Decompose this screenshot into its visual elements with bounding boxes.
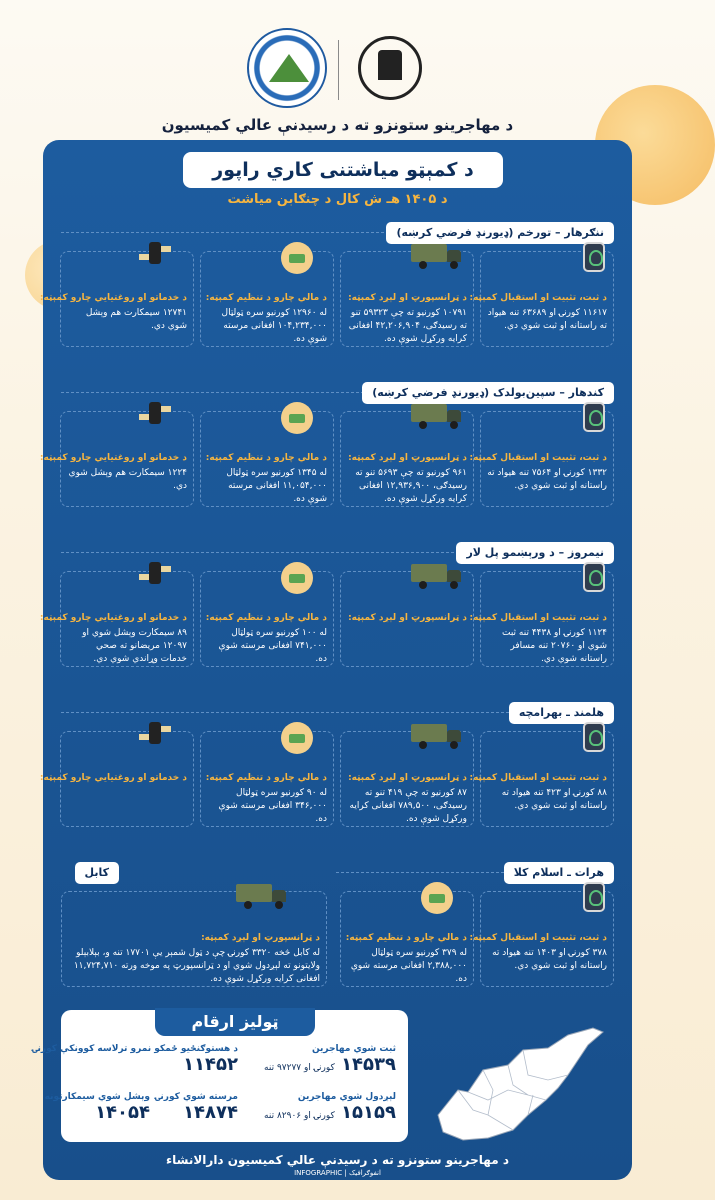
registration-card (469, 891, 614, 987)
fingerprint-icon (583, 562, 605, 592)
card-label: د مالي چارو د تنظیم کمېټه: (205, 453, 327, 463)
card-text: ۸۸ کورنۍ او ۴۲۳ تنه هیواد ته راستانه او ثبت شوي دي. (501, 788, 607, 811)
money-icon (281, 562, 313, 594)
footer-text: د مهاجرینو ستونزو ته د رسیدنې عالي کمیسیون دارالانشاء (166, 1153, 509, 1167)
transferred-total (246, 1092, 396, 1123)
header (0, 0, 675, 145)
card-text: ۱۲۷۴۱ سیمکارت هم وېشل شوي دي. (85, 308, 187, 331)
sim-card-icon (139, 562, 171, 590)
stat-value: ۱۱۴۵۲ (183, 1054, 238, 1075)
card-text: له ۱۰۰ کورنیو سره ټولټال ۷۴۱,۰۰۰ افغانی مرسته شوې ده. (218, 628, 327, 664)
card-text: له ۳۷۹ کورنیو سره ټولټال ۲,۳۸۸,۰۰۰ افغانی مرسته شوې ده. (350, 948, 467, 984)
card-text: ۹۶۱ کورنیو ته چې ۵۶۹۳ تنو ته رسیدګی، ۱۲,۹۳۶,۹۰۰ افغانی کرایه ورکړل شوې ده. (355, 468, 467, 504)
card-label: د ثبت، تثبیت او استقبال کمېټه: (469, 613, 607, 623)
services-card (39, 571, 194, 667)
fingerprint-icon (583, 722, 605, 752)
card-text: ۸۷ کورنیو ته چې ۴۱۹ تنو ته رسیدګی، ۷۸۹,۵۰۰ افغانی کرایه ورکړل شوې ده. (349, 788, 467, 824)
report-title: د کمېټو میاشتنی کاري راپور (183, 152, 503, 188)
stat-label: لېږدول شوي مهاجرین (297, 1092, 396, 1102)
region-section (39, 546, 614, 664)
fingerprint-icon (583, 242, 605, 272)
families-total (155, 1092, 238, 1123)
stat-label: ثبت شوي مهاجرین (311, 1044, 396, 1054)
region-section (39, 226, 614, 344)
card-text: ۱۰۷۹۱ کورنیو ته چې ۵۹۳۲۳ تنو ته رسیدګی، ۴۲,۲۰۶,۹۰۴ افغانی کرایه ورکړل شوې ده. (348, 308, 467, 344)
truck-icon (409, 562, 461, 590)
org-title: د مهاجرینو ستونزو ته د رسیدنې عالي کمیسیون (161, 116, 514, 134)
stat-label: مرسته شوي کورنۍ (155, 1092, 238, 1102)
region-label: هرات ـ اسلام کلا (504, 862, 614, 884)
card-text: ۱۳۳۲ کورنۍ او ۷۵۶۴ تنه هیواد ته راستانه او ثبت شوي دي. (487, 468, 607, 491)
card-label: د ثبت، تثبیت او استقبال کمېټه: (469, 293, 607, 303)
money-icon (421, 882, 453, 914)
card-text: ۸۹ سیمکارت وېشل شوي او ۱۲۰۹۷ مریضانو ته صحي خدمات وړاندي شوي دي. (82, 628, 187, 664)
money-icon (281, 242, 313, 274)
stat-value: ۱۴۵۳۹ (341, 1054, 396, 1075)
card-label: د ثبت، تثبیت او استقبال کمېټه: (469, 453, 607, 463)
card-text: ۱۲۲۴ سیمکارت هم وېشل شوي دي. (68, 468, 187, 491)
truck-icon (409, 402, 461, 430)
card-text: له ۱۲۹۶۰ کورنیو سره ټولټال ۱۰۴,۲۳۴,۰۰۰ افغانی مرسته شوې ده. (221, 308, 327, 344)
card-label: د مالي چارو د تنظیم کمېټه: (205, 613, 327, 623)
finance-card (340, 891, 474, 987)
transport-card (61, 891, 327, 987)
card-label: د ټرانسپورټ او لېږد کمېټه: (348, 613, 467, 623)
card-label: د مالي چارو د تنظیم کمېټه: (205, 773, 327, 783)
registration-card (469, 411, 614, 507)
card-label: د ټرانسپورټ او لېږد کمېټه: (348, 453, 467, 463)
emirate-emblem-logo (350, 28, 430, 108)
transport-card (340, 251, 474, 347)
card-label: د ټرانسپورټ او لېږد کمېټه: (348, 293, 467, 303)
region-label: نیمروز – د ورېښمو پل لار (456, 542, 614, 564)
finance-card (200, 411, 334, 507)
stat-value: ۱۴۰۵۴ (95, 1102, 150, 1123)
card-label: د خدماتو او روغتیایي چارو کمېټه: (39, 453, 187, 463)
truck-icon (234, 882, 286, 910)
services-card (39, 411, 194, 507)
card-label: د مالي چارو د تنظیم کمېټه: (205, 293, 327, 303)
report-panel (32, 140, 632, 1180)
region-label: کابل (75, 862, 119, 884)
region-section (39, 386, 614, 504)
transport-card (340, 731, 474, 827)
registration-card (469, 571, 614, 667)
card-text: له کابل څخه ۳۳۲۰ کورنۍ چې د ټول شمېر یې ۱۷۷۰۱ تنه و، بېلابېلو ولایتونو ته لېږدول شوي او د ټرانسپورټ په موخه ورته ۱۱,۷۲۴,۷۱۰ افغانی کرایه ورکړل شوې ده. (73, 948, 320, 984)
totals-box (32, 1010, 408, 1142)
stat-value: ۱۴۸۷۴ (183, 1102, 238, 1123)
stat-value: ۱۵۱۵۹ (341, 1102, 396, 1123)
totals-title: ټولیز ارقام (155, 1008, 315, 1036)
logo-divider (338, 40, 339, 100)
registered-total (246, 1044, 396, 1075)
registration-card (469, 731, 614, 827)
commission-logo (247, 28, 327, 108)
finance-card (200, 571, 334, 667)
region-label: هلمند ـ بهرامچه (509, 702, 614, 724)
card-label: د ثبت، تثبیت او استقبال کمېټه: (469, 933, 607, 943)
stat-suffix: کورنۍ او ۹۷۲۷۷ تنه (264, 1063, 335, 1073)
truck-icon (409, 242, 461, 270)
sim-card-icon (139, 242, 171, 270)
report-subtitle: د ۱۴۰۵ هـ ش کال د چنګابن میاشت (227, 192, 448, 207)
region-section (336, 866, 614, 984)
card-label: د ټرانسپورټ او لېږد کمېټه: (348, 773, 467, 783)
sim-card-icon (139, 722, 171, 750)
transport-card (340, 411, 474, 507)
registration-card (469, 251, 614, 347)
stat-suffix: کورنۍ او ۸۲۹۰۶ تنه (264, 1111, 335, 1121)
sim-total (44, 1092, 150, 1123)
services-card (39, 731, 194, 827)
stat-label: وېشل شوي سیمکارتونه (44, 1092, 150, 1102)
card-label: د ټرانسپورټ او لېږد کمېټه: (201, 933, 320, 943)
money-icon (281, 402, 313, 434)
card-text: ۱۱۲۴ کورنۍ او ۴۴۳۸ تنه ثبت شوي او ۲۰۷۶۰ تنه مسافر راستانه شوي دي. (501, 628, 607, 664)
land-total (32, 1044, 238, 1075)
card-text: له ۹۰ کورنیو سره ټولټال ۳۴۶,۰۰۰ افغانی مرسته شوې ده. (218, 788, 327, 824)
footer-sub: INFOGRAPHIC | انفوګرافیک (294, 1169, 381, 1177)
region-section (39, 706, 614, 824)
card-text: ۳۷۸ کورنۍ او ۱۴۰۳ تنه هیواد ته راستانه او ثبت شوي دي. (492, 948, 607, 971)
card-label: د مالي چارو د تنظیم کمېټه: (345, 933, 467, 943)
services-card (39, 251, 194, 347)
card-label: د خدماتو او روغتیایي چارو کمېټه: (39, 293, 187, 303)
fingerprint-icon (583, 882, 605, 912)
region-label: کندهار – سپین‌بولدک (ډیورنډ فرضي کرښه) (362, 382, 614, 404)
card-text: له ۱۳۴۵ کورنیو سره ټولټال ۱۱,۰۵۴,۰۰۰ افغانی مرسته شوې ده. (226, 468, 327, 504)
afghanistan-map (428, 1020, 608, 1150)
card-label: د خدماتو او روغتیایي چارو کمېټه: (39, 773, 187, 783)
card-label: د ثبت، تثبیت او استقبال کمېټه: (469, 773, 607, 783)
sim-card-icon (139, 402, 171, 430)
region-label: ننګرهار – تورخم (ډیورنډ فرضي کرښه) (386, 222, 614, 244)
transport-card (340, 571, 474, 667)
finance-card (200, 731, 334, 827)
money-icon (281, 722, 313, 754)
finance-card (200, 251, 334, 347)
card-text: ۱۱۶۱۷ کورنۍ او ۶۳۶۸۹ تنه هیواد ته راستانه او ثبت شوي دي. (487, 308, 607, 331)
stat-label: د هستوګنځیو ځمکو نمرو ترلاسه کوونکې کورنۍ (32, 1044, 238, 1054)
region-section (61, 866, 327, 984)
card-label: د خدماتو او روغتیایي چارو کمېټه: (39, 613, 187, 623)
fingerprint-icon (583, 402, 605, 432)
truck-icon (409, 722, 461, 750)
